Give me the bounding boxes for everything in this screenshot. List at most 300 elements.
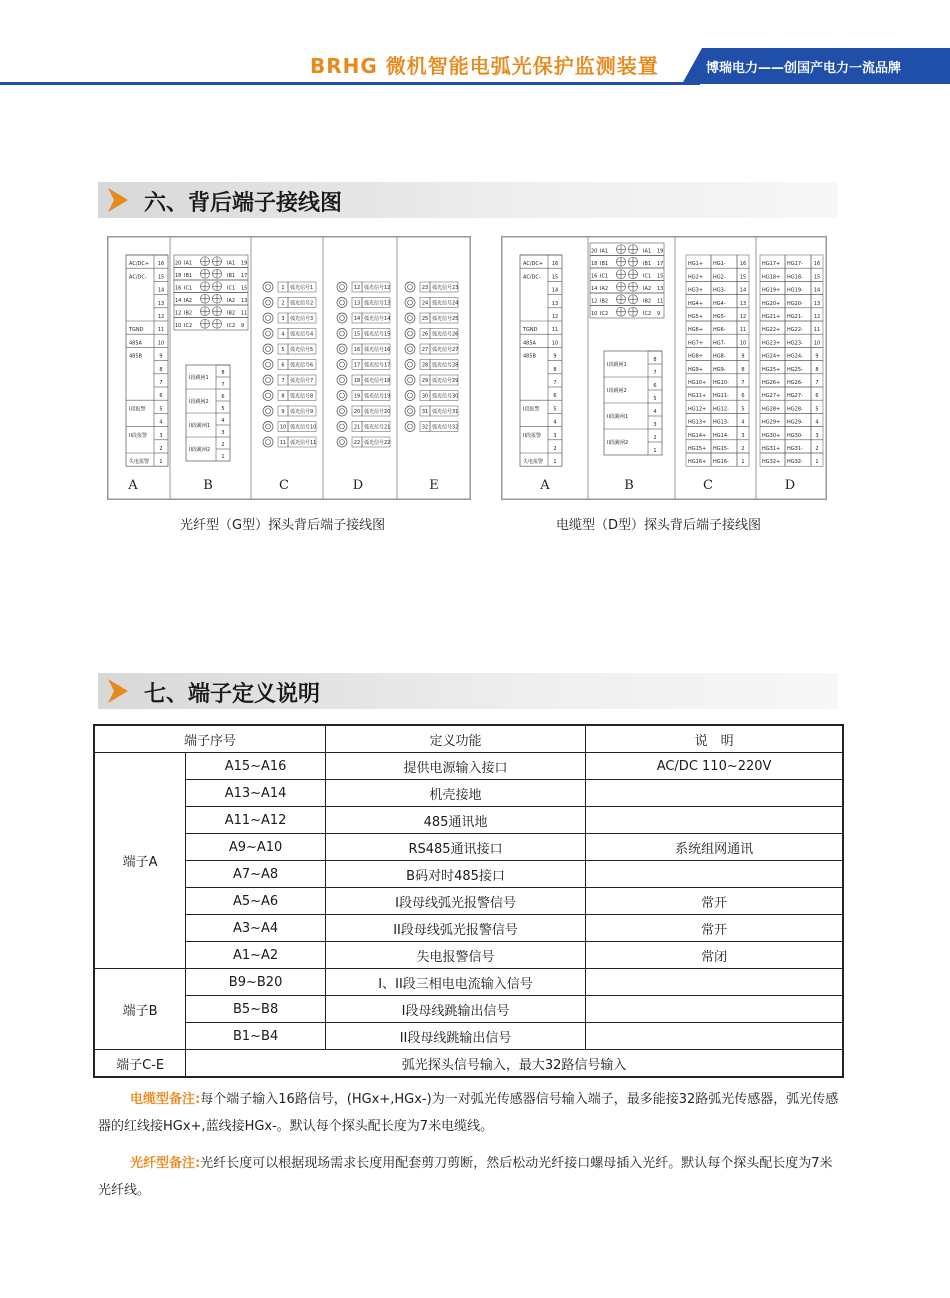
signal-label: HG25- — [787, 366, 803, 373]
wiring-diagram-fiber — [107, 236, 471, 500]
terminal-number: 2 — [741, 446, 745, 452]
signal-label: HG3+ — [688, 287, 704, 294]
signal-label: HG19- — [787, 287, 803, 294]
terminal-number: 14 — [813, 287, 821, 294]
signal-label: 弧光信号30 — [432, 393, 459, 400]
signal-label: HG16+ — [688, 459, 707, 466]
signal-label: 弧光信号27 — [432, 347, 459, 353]
fiber-port-icon — [266, 300, 271, 305]
signal-label: HG13- — [713, 419, 729, 426]
terminal-label: II段跳闸1 — [189, 423, 211, 429]
fiber-port-icon — [340, 378, 345, 383]
terminal-number: 20 — [175, 260, 182, 267]
terminal-number: 14 — [353, 316, 361, 322]
terminal-label: IA1 — [227, 260, 236, 267]
signal-label: 弧光信号21 — [364, 424, 391, 431]
terminal-label: IC1 — [600, 273, 609, 280]
signal-label: HG12+ — [688, 406, 707, 413]
fiber-port-icon — [266, 409, 271, 414]
terminal-number: 5 — [159, 406, 163, 413]
fiber-port-icon — [408, 300, 413, 305]
table-cell: A7~A8 — [186, 861, 326, 888]
terminal-label: IB2 — [184, 310, 193, 317]
terminal-number: 9 — [815, 353, 819, 360]
terminal-number: 11 — [739, 327, 747, 334]
signal-label: HG17+ — [762, 261, 781, 268]
header-slogan: 博瑞电力——创国产电力一流品牌 — [706, 61, 902, 76]
table-cell: B9~B20 — [186, 969, 326, 996]
terminal-number: 19 — [241, 260, 248, 267]
terminal-label: IC1 — [184, 285, 193, 292]
terminal-number: 3 — [741, 432, 745, 439]
fiber-port-icon — [337, 437, 347, 447]
fiber-port-icon — [337, 375, 347, 385]
note-text: 光纤长度可以根据现场需求长度用配套剪刀剪断，然后松动光纤接口螺母插入光纤。默认每个探头配长度为7米光纤线。 — [98, 1156, 833, 1198]
table-row — [94, 780, 843, 807]
terminal-number: 8 — [741, 366, 745, 373]
fiber-port-icon — [266, 378, 271, 383]
terminal-number: 4 — [221, 418, 225, 424]
terminal-number: 32 — [421, 424, 429, 431]
column-label: D — [352, 478, 364, 493]
terminal-number: 2 — [815, 446, 819, 452]
terminal-number: 12 — [591, 298, 598, 305]
terminal-label: II段报警 — [523, 432, 541, 439]
fiber-port-icon — [263, 298, 273, 308]
fiber-port-icon — [266, 347, 271, 352]
table-row — [94, 834, 843, 861]
fiber-port-icon — [340, 300, 345, 305]
terminal-label: II段报警 — [129, 432, 147, 439]
terminal-label: I段报警 — [523, 406, 540, 413]
table-row — [94, 1050, 843, 1078]
terminal-number: 1 — [553, 459, 557, 466]
signal-label: 弧光信号18 — [364, 378, 391, 384]
signal-label: 弧光信号15 — [364, 331, 391, 338]
terminal-number: 9 — [657, 311, 661, 317]
terminal-number: 7 — [221, 382, 225, 388]
column-label: C — [279, 478, 289, 493]
fiber-port-icon — [337, 391, 347, 401]
column-header: 端子序号 — [94, 725, 325, 753]
terminal-label: 485B — [523, 353, 536, 360]
fiber-port-icon — [266, 440, 271, 445]
table-cell: I段母线跳输出信号 — [325, 996, 585, 1023]
terminal-number: 1 — [221, 454, 225, 460]
table-cell: II段母线弧光报警信号 — [325, 915, 585, 942]
signal-label: HG11- — [713, 393, 729, 400]
terminal-number: 10 — [157, 340, 165, 347]
terminal-number: 8 — [281, 393, 285, 400]
terminal-number: 13 — [739, 300, 747, 307]
terminal-number: 21 — [353, 424, 361, 431]
terminal-label: IB1 — [643, 261, 652, 267]
signal-label: HG18- — [787, 274, 803, 281]
table-cell: B1~B4 — [186, 1023, 326, 1050]
terminal-number: 11 — [551, 327, 559, 334]
terminal-number: 3 — [159, 432, 163, 439]
column-label: A — [128, 478, 138, 493]
terminal-label: AC/DC- — [523, 274, 541, 281]
table-cell: 常开 — [586, 915, 843, 942]
terminal-label: IB2 — [600, 298, 609, 305]
signal-label: HG13+ — [688, 419, 707, 426]
table-row — [94, 942, 843, 969]
terminal-number: 6 — [653, 383, 657, 389]
signal-label: 弧光信号3 — [290, 316, 314, 322]
terminal-number: 9 — [159, 353, 163, 360]
terminal-number: 1 — [159, 459, 163, 466]
signal-label: HG1- — [713, 261, 726, 268]
terminal-number: 3 — [553, 432, 557, 439]
table-header-row — [94, 725, 843, 753]
terminal-number: 15 — [241, 285, 248, 292]
section-heading-7 — [98, 673, 838, 709]
fiber-port-icon — [405, 329, 415, 339]
terminal-number: 4 — [815, 419, 819, 426]
terminal-number: 2 — [653, 435, 657, 441]
signal-label: 弧光信号16 — [364, 347, 391, 353]
terminal-number: 1 — [815, 459, 819, 466]
terminal-number: 18 — [175, 273, 182, 279]
signal-label: HG9+ — [688, 366, 704, 373]
terminal-number: 4 — [741, 419, 745, 426]
fiber-port-icon — [263, 329, 273, 339]
terminal-number: 4 — [653, 409, 657, 415]
table-cell — [586, 807, 843, 834]
terminal-number: 13 — [813, 300, 821, 307]
terminal-label: II段跳闸1 — [607, 414, 629, 420]
terminal-number: 19 — [657, 248, 664, 255]
table-cell: A15~A16 — [186, 753, 326, 780]
terminal-number: 14 — [739, 287, 747, 294]
terminal-label: IA2 — [227, 298, 236, 304]
terminal-label: IA1 — [643, 248, 652, 255]
terminal-number: 6 — [553, 393, 557, 400]
terminal-number: 15 — [739, 274, 747, 281]
terminal-label: IA1 — [184, 260, 193, 267]
terminal-number: 1 — [741, 459, 745, 466]
note-label: 电缆型备注: — [130, 1092, 201, 1107]
terminal-number: 25 — [421, 316, 429, 322]
table-group-a — [94, 753, 843, 969]
terminal-label: IC2 — [184, 323, 193, 329]
terminal-number: 17 — [353, 362, 361, 369]
signal-label: HG20+ — [762, 300, 781, 307]
signal-label: 弧光信号23 — [432, 285, 459, 291]
terminal-number: 9 — [553, 353, 557, 360]
terminal-number: 16 — [591, 273, 598, 280]
signal-label: HG22- — [787, 327, 803, 334]
terminal-number: 8 — [815, 366, 819, 373]
terminal-number: 12 — [353, 285, 361, 291]
terminal-number: 11 — [657, 298, 664, 305]
diagram-caption-cable: 电缆型（D型）探头背后端子接线图 — [556, 518, 762, 533]
terminal-definition-table — [93, 724, 844, 1078]
diagram-caption-fiber: 光纤型（G型）探头背后端子接线图 — [180, 518, 386, 533]
table-cell: 485通讯地 — [325, 807, 585, 834]
wiring-diagram-cable — [501, 236, 827, 500]
signal-label: 弧光信号17 — [364, 362, 391, 369]
table-cell — [586, 861, 843, 888]
column-header: 说 明 — [586, 725, 843, 753]
terminal-label: II段跳闸2 — [189, 447, 211, 453]
table-cell: RS485通讯接口 — [325, 834, 585, 861]
fiber-port-icon — [408, 316, 413, 321]
fiber-port-icon — [263, 406, 273, 416]
fiber-port-icon — [263, 375, 273, 385]
fiber-port-icon — [405, 282, 415, 292]
terminal-number: 15 — [157, 274, 165, 281]
terminal-number: 6 — [741, 393, 745, 400]
terminal-number: 4 — [281, 331, 285, 338]
terminal-number: 17 — [657, 261, 664, 267]
column-header: 定义功能 — [325, 725, 585, 753]
terminal-label: 485A — [523, 340, 536, 347]
table-cell — [586, 1023, 843, 1050]
signal-label: HG26+ — [762, 380, 781, 386]
signal-label: 弧光信号4 — [290, 331, 314, 338]
terminal-number: 10 — [551, 340, 559, 347]
table-cell: A11~A12 — [186, 807, 326, 834]
signal-label: HG30+ — [762, 432, 781, 439]
signal-label: 弧光信号24 — [432, 300, 459, 307]
table-row — [94, 888, 843, 915]
fiber-port-icon — [405, 422, 415, 432]
signal-label: HG3- — [713, 287, 726, 294]
signal-label: HG11+ — [688, 393, 707, 400]
table-cell: A1~A2 — [186, 942, 326, 969]
terminal-number: 2 — [553, 446, 557, 452]
signal-label: HG21- — [787, 314, 803, 320]
terminal-number: 1 — [653, 448, 657, 454]
signal-label: HG30- — [787, 432, 803, 439]
signal-label: HG20- — [787, 300, 803, 307]
fiber-port-icon — [337, 406, 347, 416]
signal-label: 弧光信号10 — [290, 424, 317, 431]
signal-label: HG19+ — [762, 287, 781, 294]
terminal-label: 485B — [129, 353, 142, 360]
signal-label: HG1+ — [688, 261, 704, 268]
fiber-port-icon — [405, 375, 415, 385]
terminal-label: I段报警 — [129, 406, 146, 413]
signal-label: HG14- — [713, 432, 729, 439]
signal-label: HG7- — [713, 340, 726, 347]
terminal-number: 23 — [421, 285, 429, 291]
terminal-number: 5 — [221, 406, 225, 412]
terminal-number: 8 — [221, 370, 225, 376]
table-cell: A3~A4 — [186, 915, 326, 942]
terminal-number: 1 — [281, 285, 285, 291]
terminal-number: 20 — [591, 248, 598, 255]
terminal-number: 11 — [241, 310, 248, 317]
terminal-label: IA2 — [600, 286, 609, 292]
signal-label: HG22+ — [762, 327, 781, 334]
terminal-label: IC2 — [227, 323, 236, 329]
terminal-number: 16 — [175, 285, 182, 292]
table-cell — [586, 996, 843, 1023]
column-label: E — [429, 478, 439, 493]
section-title: 七、端子定义说明 — [144, 682, 321, 707]
table-row — [94, 969, 843, 996]
signal-label: 弧光信号1 — [290, 285, 314, 291]
terminal-number: 15 — [813, 274, 821, 281]
terminal-label: 失电报警 — [523, 459, 544, 466]
signal-label: HG27- — [787, 393, 803, 400]
fiber-port-icon — [405, 391, 415, 401]
terminal-number: 24 — [421, 300, 429, 307]
terminal-number: 8 — [159, 366, 163, 373]
table-row — [94, 753, 843, 780]
signal-label: HG24- — [787, 353, 803, 360]
terminal-number: 3 — [815, 432, 819, 439]
terminal-label: I段跳闸1 — [607, 362, 627, 368]
terminal-number: 6 — [281, 362, 285, 369]
group-cell: 端子C-E — [94, 1050, 186, 1078]
signal-label: HG17- — [787, 261, 803, 268]
fiber-port-icon — [408, 424, 413, 429]
fiber-port-icon — [337, 298, 347, 308]
terminal-number: 14 — [551, 287, 559, 294]
terminal-number: 13 — [157, 300, 165, 307]
terminal-label: IB1 — [227, 273, 236, 279]
terminal-number: 28 — [421, 362, 429, 369]
terminal-label: II段跳闸2 — [607, 440, 629, 446]
fiber-port-icon — [408, 285, 413, 290]
terminal-number: 15 — [551, 274, 559, 281]
signal-label: 弧光信号14 — [364, 316, 391, 322]
signal-label: HG32- — [787, 459, 803, 466]
table-cell: 提供电源输入接口 — [325, 753, 585, 780]
terminal-label: IC2 — [643, 311, 652, 317]
table-cell: A9~A10 — [186, 834, 326, 861]
terminal-number: 14 — [175, 298, 182, 304]
terminal-label: AC/DC+ — [523, 261, 544, 268]
terminal-number: 13 — [353, 300, 361, 307]
terminal-label: IB1 — [600, 261, 609, 267]
fiber-port-icon — [263, 344, 273, 354]
fiber-port-icon — [408, 331, 413, 336]
signal-label: 弧光信号13 — [364, 300, 391, 307]
terminal-number: 12 — [551, 314, 559, 320]
signal-label: 弧光信号8 — [290, 393, 314, 400]
fiber-port-icon — [340, 331, 345, 336]
terminal-label: 485A — [129, 340, 142, 347]
terminal-label: IA2 — [643, 286, 652, 292]
table-row — [94, 807, 843, 834]
table-cell — [586, 969, 843, 996]
cable-note — [98, 1086, 842, 1140]
terminal-number: 17 — [241, 273, 248, 279]
fiber-port-icon — [266, 362, 271, 367]
section-title: 六、背后端子接线图 — [144, 191, 343, 216]
terminal-number: 31 — [421, 409, 429, 415]
column-label: C — [703, 478, 713, 493]
terminal-number: 20 — [353, 409, 361, 415]
fiber-port-icon — [337, 422, 347, 432]
signal-label: 弧光信号25 — [432, 316, 459, 322]
terminal-label: IC1 — [227, 285, 236, 292]
terminal-label: I段跳闸2 — [189, 399, 209, 405]
fiber-port-icon — [266, 285, 271, 290]
fiber-port-icon — [337, 344, 347, 354]
terminal-number: 8 — [553, 366, 557, 373]
table-cell: I段母线弧光报警信号 — [325, 888, 585, 915]
terminal-number: 30 — [421, 393, 429, 400]
terminal-number: 6 — [221, 394, 225, 400]
signal-label: HG6- — [713, 327, 726, 334]
signal-label: 弧光信号20 — [364, 409, 391, 415]
signal-label: HG28- — [787, 406, 803, 413]
fiber-port-icon — [408, 362, 413, 367]
terminal-number: 26 — [421, 331, 429, 338]
terminal-number: 16 — [813, 261, 821, 268]
fiber-port-icon — [266, 331, 271, 336]
terminal-number: 10 — [279, 424, 287, 431]
terminal-number: 18 — [591, 261, 598, 267]
fiber-port-icon — [408, 409, 413, 414]
fiber-port-icon — [340, 316, 345, 321]
terminal-number: 13 — [657, 286, 664, 292]
note-text: 每个端子输入16路信号，(HGx+,HGx-)为一对弧光传感器信号输入端子，最多能接32路弧光传感器，弧光传感器的红线接HGx+,蓝线接HGx-。默认每个探头配长度为7米电缆线。 — [98, 1092, 839, 1134]
terminal-number: 12 — [739, 314, 747, 320]
terminal-number: 22 — [353, 440, 361, 446]
signal-label: HG2+ — [688, 274, 704, 281]
terminal-label: IA1 — [600, 248, 609, 255]
terminal-number: 27 — [421, 347, 429, 353]
signal-label: 弧光信号9 — [290, 409, 314, 415]
signal-label: 弧光信号22 — [364, 440, 391, 446]
terminal-number: 2 — [159, 446, 163, 452]
column-label: D — [784, 478, 796, 493]
terminal-number: 4 — [553, 419, 557, 426]
fiber-port-icon — [408, 378, 413, 383]
table-row — [94, 1023, 843, 1050]
fiber-port-icon — [263, 437, 273, 447]
signal-label: 弧光信号11 — [290, 440, 317, 446]
signal-label: HG6+ — [688, 327, 704, 334]
chevron-right-icon — [108, 188, 128, 212]
signal-label: HG23+ — [762, 340, 781, 347]
signal-label: HG26- — [787, 380, 803, 386]
terminal-number: 6 — [159, 393, 163, 400]
fiber-port-icon — [266, 424, 271, 429]
signal-label: HG16- — [713, 459, 729, 466]
signal-label: HG5- — [713, 314, 726, 320]
terminal-label: IB2 — [643, 298, 652, 305]
terminal-number: 16 — [551, 261, 559, 268]
signal-label: HG28+ — [762, 406, 781, 413]
terminal-number: 10 — [739, 340, 747, 347]
group-cell: 端子B — [94, 969, 186, 1050]
terminal-label: IC2 — [600, 311, 609, 317]
chevron-right-icon — [108, 679, 128, 703]
table-cell: A13~A14 — [186, 780, 326, 807]
fiber-port-icon — [340, 347, 345, 352]
fiber-port-icon — [337, 329, 347, 339]
fiber-port-icon — [340, 409, 345, 414]
table-cell: 常闭 — [586, 942, 843, 969]
terminal-number: 5 — [741, 406, 745, 413]
table-row — [94, 861, 843, 888]
signal-label: HG27+ — [762, 393, 781, 400]
fiber-port-icon — [340, 393, 345, 398]
fiber-port-icon — [340, 424, 345, 429]
signal-label: HG18+ — [762, 274, 781, 281]
terminal-number: 7 — [815, 380, 819, 386]
terminal-number: 15 — [353, 331, 361, 338]
terminal-number: 3 — [221, 430, 225, 436]
